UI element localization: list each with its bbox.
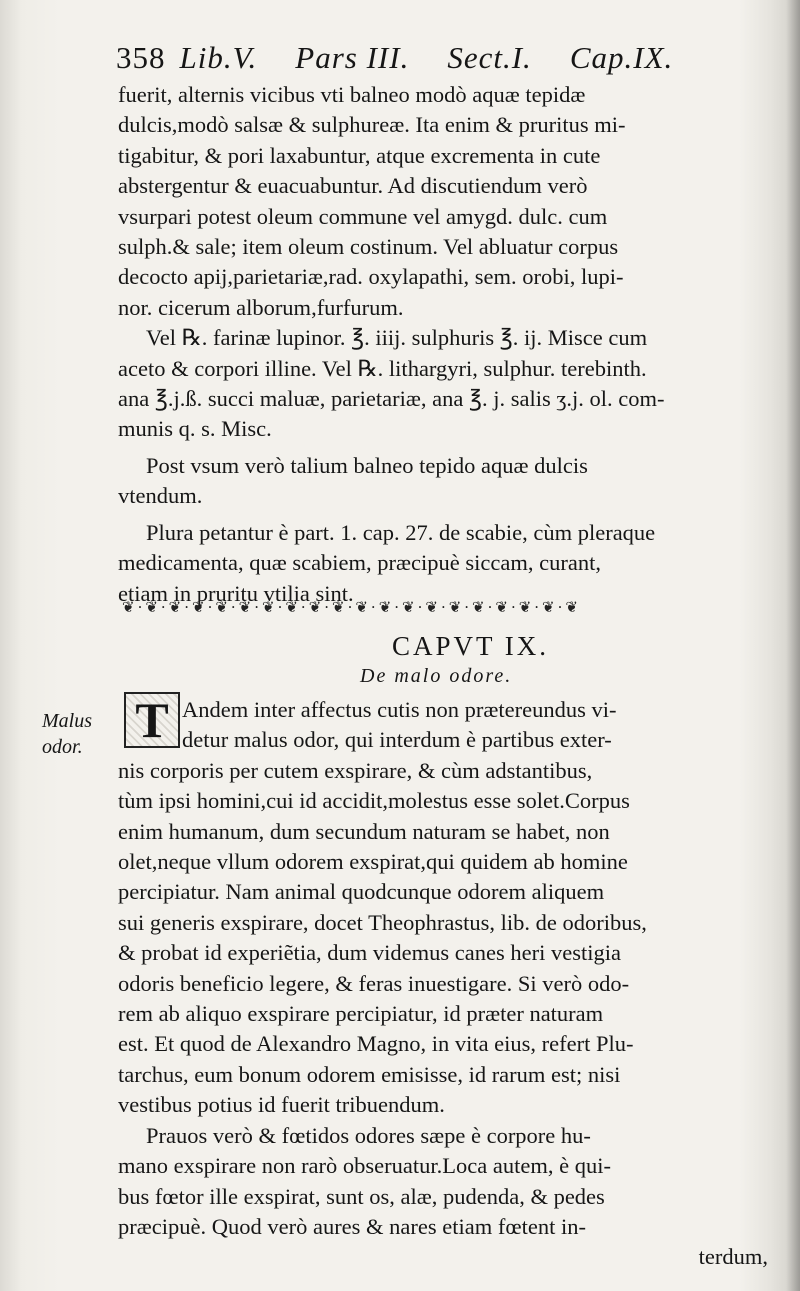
header-caput: Cap.IX.	[569, 40, 674, 75]
text-line: & probat id experiẽtia, dum videmus canes heri vestigia	[118, 940, 621, 966]
text-line: vestibus potius id fuerit tribuendum.	[118, 1092, 445, 1118]
header-sectio: Sect.I.	[447, 40, 532, 75]
text-line: vtendum.	[118, 483, 203, 509]
text-line: Prauos verò & fœtidos odores sæpe è corpore hu-	[146, 1122, 591, 1148]
decorated-initial: T	[124, 692, 180, 748]
text-line: olet,neque vllum odorem exspirat,qui quidem ab homine	[118, 849, 628, 875]
text-line: enim humanum, dum secundum naturam se habet, non	[118, 818, 610, 844]
margin-note	[42, 708, 122, 760]
text-line: Andem inter affectus cutis non prætereundus vi-	[182, 697, 617, 722]
page-number: 358	[116, 40, 166, 75]
text-line: bus fœtor ille exspirat, sunt os, alæ, pudenda, & pedes	[118, 1183, 605, 1209]
paragraph-post	[118, 451, 768, 512]
text-line: decocto apij,parietariæ,rad. oxylapathi, sem. orobi, lupi-	[118, 264, 624, 290]
margin-note-line: odor.	[42, 736, 83, 758]
text-line: Post vsum verò talium balneo tepido aquæ dulcis	[146, 452, 588, 478]
text-line: aceto & corpori illine. Vel ℞. lithargyri, sulphur. terebinth.	[118, 355, 647, 381]
text-line: tigabitur, & pori laxabuntur, atque excrementa in cute	[118, 142, 601, 168]
text-line: medicamenta, quæ scabiem, præcipuè siccam, curant,	[118, 550, 601, 576]
paragraph-plura	[118, 518, 768, 609]
text-line: terdum,	[698, 1244, 768, 1270]
text-line: Plura petantur è part. 1. cap. 27. de scabie, cùm pleraque	[146, 519, 656, 545]
running-header	[116, 40, 716, 76]
text-line: ana ℥.j.ß. succi maluæ, parietariæ, ana ℥. j. salis ʒ.j. ol. com-	[118, 386, 665, 412]
text-line: etiam in pruritu vtilia sint.	[118, 580, 354, 606]
text-line: rem ab aliquo exspirare percipiatur, id præter naturam	[118, 1001, 604, 1027]
text-line: vsurpari potest oleum commune vel amygd. dulc. cum	[118, 203, 608, 229]
text-line: sui generis exspirare, docet Theophrastus, lib. de odoribus,	[118, 909, 647, 935]
text-line: sulph.& sale; item oleum costinum. Vel abluatur corpus	[118, 234, 619, 260]
text-line: Vel ℞. farinæ lupinor. ℥. iiij. sulphuris ℥. ij. Misce cum	[146, 325, 648, 351]
text-line: tùm ipsi homini,cui id accidit,molestus esse solet.Corpus	[118, 788, 630, 814]
text-line: detur malus odor, qui interdum è partibus exter-	[182, 727, 612, 753]
page-edge-shadow	[786, 0, 800, 1291]
header-liber: Lib.V.	[179, 40, 258, 75]
text-line: abstergentur & euacuabuntur. Ad discutiendum verò	[118, 173, 588, 199]
text-line: præcipuè. Quod verò aures & nares etiam fœtent in-	[118, 1213, 586, 1239]
paragraph-continuation	[118, 80, 768, 323]
chapter-text	[118, 695, 768, 1273]
text-line: mano exspirare non rarò obseruatur.Loca autem, è qui-	[118, 1153, 611, 1179]
ornamental-rule: ❦·❦·❦·❦·❦·❦·❦·❦·❦·❦·❦·❦·❦·❦·❦·❦·❦·❦·❦·❦	[122, 598, 581, 616]
text-line: nor. cicerum alborum,furfurum.	[118, 294, 404, 320]
text-line: dulcis,modò salsæ & sulphureæ. Ita enim & pruritus mi-	[118, 112, 626, 138]
paragraph-recipe	[118, 323, 768, 445]
text-line: fuerit, alternis vicibus vti balneo modò aquæ tepidæ	[118, 82, 586, 107]
text-line: munis q. s. Misc.	[118, 416, 272, 442]
margin-note-line: Malus	[42, 710, 92, 732]
text-line: nis corporis per cutem exspirare, & cùm adstantibus,	[118, 757, 593, 783]
header-pars: Pars III.	[295, 40, 410, 75]
body-text	[118, 80, 768, 609]
text-line: est. Et quod de Alexandro Magno, in vita eius, refert Plu-	[118, 1031, 634, 1057]
text-line: percipiatur. Nam animal quodcunque odorem aliquem	[118, 879, 605, 905]
text-line: tarchus, eum bonum odorem emisisse, id rarum est; nisi	[118, 1061, 621, 1087]
text-line: odoris beneficio legere, & feras inuestigare. Si verò odo-	[118, 970, 630, 996]
chapter-title: CAPVT IX.	[392, 631, 550, 661]
chapter-subtitle: De malo odore.	[360, 665, 513, 687]
